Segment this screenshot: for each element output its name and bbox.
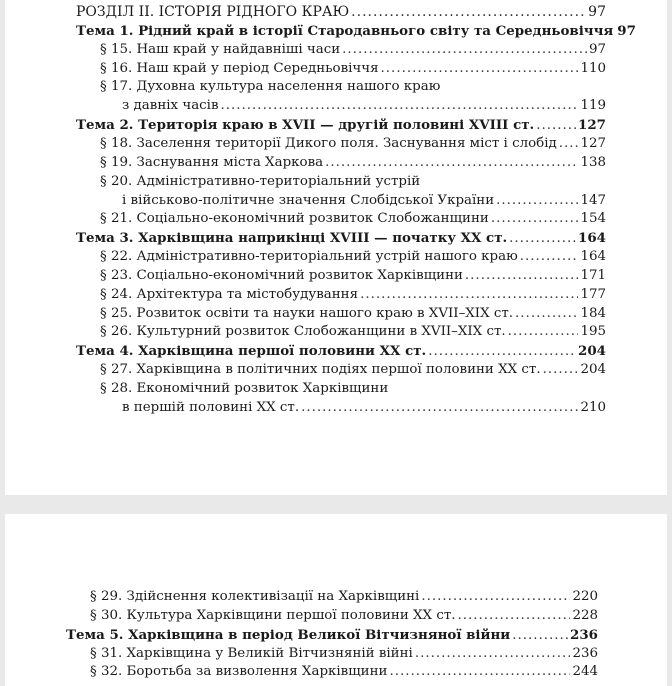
dot-leader xyxy=(509,230,576,248)
toc-entry xyxy=(76,22,636,40)
toc-page-number: 97 xyxy=(588,4,606,20)
toc-page-number: 147 xyxy=(580,192,606,208)
dot-leader xyxy=(351,3,586,21)
toc-entry-title: в першій половині XX ст. xyxy=(122,399,300,415)
toc-entry-title: § 30. Культура Харківщини першої половини XX ст. xyxy=(90,607,456,623)
toc-entry xyxy=(76,229,606,247)
toc-entry xyxy=(100,305,606,323)
dot-leader xyxy=(342,41,587,59)
toc-page-number: 127 xyxy=(580,135,606,151)
toc-page-number: 210 xyxy=(580,399,606,415)
toc-page-number: 184 xyxy=(580,305,606,321)
toc-page-number: 220 xyxy=(572,589,598,604)
toc-page-number: 164 xyxy=(578,230,606,247)
toc-entry xyxy=(100,323,606,341)
dot-leader xyxy=(457,607,570,625)
toc-page-number: 119 xyxy=(580,98,606,114)
dot-leader xyxy=(325,154,578,172)
toc-page-number: 164 xyxy=(580,249,606,265)
toc-entry-title: Тема 2. Територія краю в XVII — другій половині XVIII ст. xyxy=(76,117,535,134)
dot-leader xyxy=(559,135,579,153)
dot-leader xyxy=(536,117,576,135)
toc-entry xyxy=(122,97,606,115)
dot-leader xyxy=(221,97,579,115)
toc-entry xyxy=(90,645,598,663)
toc-entry xyxy=(100,380,388,398)
toc-entry-title: § 27. Харківщина в політичних подіях першої половини XX ст. xyxy=(100,362,541,378)
toc-entry-title: РОЗДІЛ ІІ. ІСТОРІЯ РІДНОГО КРАЮ xyxy=(76,4,350,20)
toc-entry xyxy=(100,60,606,78)
dot-leader xyxy=(491,210,579,228)
toc-entry-title: § 17. Духовна культура населення нашого краю xyxy=(100,79,441,95)
toc-entry-title: § 21. Соціально-економічний розвиток Слобожанщини xyxy=(100,211,489,227)
toc-entry-title: § 22. Адміністративно-територіальний устрій нашого краю xyxy=(100,249,518,265)
toc-entry xyxy=(76,342,606,360)
dot-leader xyxy=(421,588,570,606)
toc-page-number: 236 xyxy=(570,626,598,643)
toc-entry xyxy=(90,663,598,681)
dot-leader xyxy=(508,323,579,341)
toc-entry xyxy=(100,41,606,59)
toc-entry-title: § 28. Економічний розвиток Харківщини xyxy=(100,381,389,396)
toc-page-number: 97 xyxy=(617,22,636,39)
toc-entry-title: Тема 1. Рідний край в історії Стародавнього світу та Середньовіччя xyxy=(76,22,614,39)
toc-page-number: 171 xyxy=(580,267,606,283)
toc-entry xyxy=(122,192,606,210)
toc-entry-title: § 24. Архітектура та містобудування xyxy=(100,286,359,302)
toc-entry-title: Тема 5. Харківщина в період Великої Вітчизняної війни xyxy=(66,626,511,643)
toc-entry-title: § 23. Соціально-економічний розвиток Харківщини xyxy=(100,267,463,283)
toc-entry-title: § 15. Наш край у найдавніші часи xyxy=(100,41,341,57)
dot-leader xyxy=(515,305,578,323)
toc-page-number: 138 xyxy=(580,154,606,170)
toc-entry xyxy=(100,361,606,379)
toc-page-2 xyxy=(5,514,667,686)
toc-entry xyxy=(100,210,606,228)
dot-leader xyxy=(301,399,578,417)
toc-entry-title: § 18. Заселення території Дикого поля. Заснування міст і слобід xyxy=(100,135,557,151)
toc-entry-title: з давніх часів xyxy=(122,98,219,114)
dot-leader xyxy=(512,627,568,645)
toc-page-number: 244 xyxy=(572,664,598,680)
toc-entry-title: Тема 4. Харківщина першої половини XX ст. xyxy=(76,343,427,360)
dot-leader xyxy=(465,267,579,285)
toc-page-number: 154 xyxy=(580,211,606,227)
toc-entry-title: Тема 3. Харківщина наприкінці XVIII — початку XX ст. xyxy=(76,230,508,247)
dot-leader xyxy=(360,286,578,304)
toc-page-number: 204 xyxy=(580,362,606,378)
toc-entry xyxy=(100,78,440,96)
toc-page-number: 97 xyxy=(588,41,606,57)
toc-entry-title: § 32. Боротьба за визволення Харківщини xyxy=(90,664,388,680)
toc-entry xyxy=(122,399,606,417)
toc-entry-title: § 19. Заснування міста Харкова xyxy=(100,154,324,170)
dot-leader xyxy=(496,192,578,210)
toc-entry xyxy=(100,154,606,172)
toc-entry xyxy=(100,248,606,266)
toc-page-number: 204 xyxy=(578,343,606,360)
toc-page-number: 177 xyxy=(580,286,606,302)
toc-entry xyxy=(90,607,598,625)
dot-leader xyxy=(389,663,570,681)
toc-entry xyxy=(100,173,420,191)
toc-entry-title: і військово-політичне значення Слобідської України xyxy=(122,192,495,208)
toc-entry-title: § 26. Культурний розвиток Слобожанщини в XVII–XIX ст. xyxy=(100,324,506,340)
toc-entry xyxy=(76,3,606,21)
dot-leader xyxy=(543,361,579,379)
toc-page-number: 110 xyxy=(580,60,606,76)
toc-entry-title: § 16. Наш край у період Середньовіччя xyxy=(100,60,379,76)
toc-entry xyxy=(76,116,606,134)
toc-entry xyxy=(100,286,606,304)
dot-leader xyxy=(520,248,579,266)
toc-entry xyxy=(100,135,606,153)
toc-page-1 xyxy=(5,0,667,495)
toc-entry-title: § 25. Розвиток освіти та науки нашого краю в XVII–XIX ст. xyxy=(100,305,514,321)
toc-entry-title: § 29. Здійснення колективізації на Харківщині xyxy=(90,589,420,604)
dot-leader xyxy=(415,645,571,663)
toc-entry-title: § 31. Харківщина у Великій Вітчизняній війні xyxy=(90,645,413,661)
toc-page-number: 236 xyxy=(572,645,598,661)
toc-entry-title: § 20. Адміністративно-територіальний устрій xyxy=(100,173,421,189)
toc-page-number: 228 xyxy=(572,607,598,623)
toc-page-number: 195 xyxy=(580,324,606,340)
dot-leader xyxy=(381,60,579,78)
toc-entry xyxy=(100,267,606,285)
toc-page-number: 127 xyxy=(578,117,606,134)
toc-entry xyxy=(90,588,598,606)
toc-entry xyxy=(66,626,598,644)
dot-leader xyxy=(428,343,576,361)
